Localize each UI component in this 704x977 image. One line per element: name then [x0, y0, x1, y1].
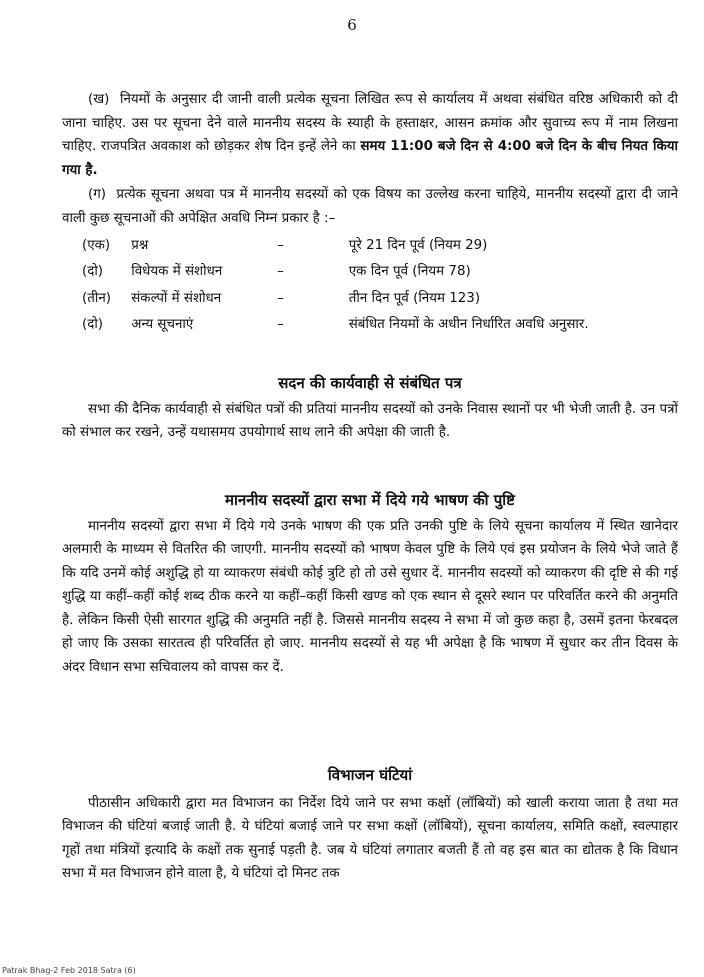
item-period: पूरे 21 दिन पूर्व (नियम 29): [348, 237, 488, 253]
proceedings-section: [62, 372, 678, 445]
paragraph-ga: [62, 183, 678, 230]
para-ga-text: प्रत्येक सूचना अथवा पत्र में माननीय सदस्यों को एक विषय का उल्लेख करना चाहिये, माननीय सदस्यों द्वारा दी जाने वाली कुछ सूचनाओं की अपेक्षित अवधि निम्न प्रकार है :–: [62, 187, 678, 226]
notice-section: [62, 88, 678, 338]
notice-period-list: [82, 232, 678, 338]
section-heading-proceedings: सदन की कार्यवाही से संबंधित पत्र: [278, 374, 462, 392]
bells-paragraph: पीठासीन अधिकारी द्वारा मत विभाजन का निर्देश दिये जाने पर सभा कक्षों (लॉबियों) को खाली कराया जाता है तथा मत विभाजन की घंटियां बजाई जाती है. ये घंटियां बजाई जाने पर सभा कक्षों (लॉबियों), सूचना कार्यालय, समिति कक्षों, स्वल्पाहार गृहों तथा मंत्रियों इत्यादि के कक्षों तक सुनाई पड़ती है. जब ये घंटियां लगातार बजती हैं तो वह इस बात का द्योतक है कि विधान सभा में मत विभाजन होने वाला है, ये घंटियां दो मिनट तक: [62, 795, 678, 881]
list-item: [82, 312, 678, 339]
item-name: प्रश्न: [131, 237, 149, 253]
item-period: संबंधित नियमों के अधीन निर्धारित अवधि अनुसार.: [348, 317, 589, 332]
item-dash: –: [277, 290, 284, 306]
item-dash: –: [277, 237, 284, 253]
item-dash: –: [277, 317, 284, 332]
item-name: अन्य सूचनाएं: [131, 317, 194, 332]
item-name: संकल्पों में संशोधन: [131, 290, 222, 306]
section-heading-bells: विभाजन घंटियां: [327, 766, 413, 784]
bells-section: [62, 764, 678, 886]
speech-paragraph: माननीय सदस्यों द्वारा सभा में दिये गये उनके भाषण की एक प्रति उनकी पुष्टि के लिये सूचना कार्यालय में स्थित खानेदार अलमारी के माध्यम से वितरित की जाएगी. माननीय सदस्यों को भाषण केवल पुष्टि के लिये एवं इस प्रयोजन के लिये भेजे जाते हैं कि यदि उनमें कोई अशुद्धि हो या व्याकरण संबंधी कोई त्रुटि हो तो उसे सुधार दें. माननीय सदस्यों को व्याकरण की दृष्टि से की गई शुद्धि या कहीं–कहीं कोई शब्द ठीक करने या कहीं–कहीं किसी खण्ड को एक स्थान से दूसरे स्थान पर परिवर्तित करने की अनुमति है. लेकिन किसी ऐसी सारगत शुद्धि की अनुमति नहीं है. जिससे माननीय सदस्य ने सभा में जो कुछ कहा है, उसमें इतना फेरबदल हो जाए कि उसका सारतत्व ही परिवर्तित हो जाए. माननीय सदस्यों से यह भी अपेक्षा है कि भाषण में सुधार कर तीन दिवस के अंदर विधान सभा सचिवालय को वापस कर दें.: [62, 518, 678, 675]
para-kha-bold-text: समय 11:00 बजे दिन से 4:00 बजे दिन के बीच नियत किया गया है.: [62, 139, 678, 178]
item-name: विधेयक में संशोधन: [131, 264, 223, 279]
para-kha-text: नियमों के अनुसार दी जानी वाली प्रत्येक सूचना लिखित रूप से कार्यालय में अथवा संबंधित वरिष्ठ अधिकारी को दी जाना चाहिए. उस पर सूचना देने वाले माननीय सदस्य के स्याही के हस्ताक्षर, आसन क्रमांक और सुवाच्य रूप में नाम लिखना चाहिए. राजपत्रित अवकाश को छोड़कर शेष दिन इन्हें लेने का: [62, 92, 679, 154]
para-kha-label: (ख): [88, 92, 110, 107]
item-number: (दो): [82, 317, 104, 332]
item-period: तीन दिन पूर्व (नियम 123): [348, 290, 481, 306]
list-item: [82, 232, 678, 259]
paragraph-kha: [62, 88, 678, 182]
item-number: (तीन): [82, 290, 111, 306]
page-number: 6: [347, 16, 357, 34]
proceedings-paragraph: सभा की दैनिक कार्यवाही से संबंधित पत्रों की प्रतियां माननीय सदस्यों को उनके निवास स्थानों पर भी भेजी जाती है. उन पत्रों को संभाल कर रखने, उन्हें यथासमय उपयोगार्थ साथ लाने की अपेक्षा की जाती है.: [62, 401, 678, 440]
section-heading-speech: माननीय सदस्यों द्वारा सभा में दिये गये भाषण की पुष्टि: [225, 491, 515, 509]
item-period: एक दिन पूर्व (नियम 78): [348, 264, 471, 279]
item-number: (एक): [82, 237, 111, 253]
page-footer: Patrak Bhag-2 Feb 2018 Satra (6): [2, 966, 136, 975]
item-number: (दो): [82, 264, 104, 279]
speech-section: [62, 489, 678, 679]
para-ga-label: (ग): [88, 187, 106, 202]
item-dash: –: [277, 264, 284, 279]
list-item: [82, 285, 678, 312]
list-item: [82, 259, 678, 286]
